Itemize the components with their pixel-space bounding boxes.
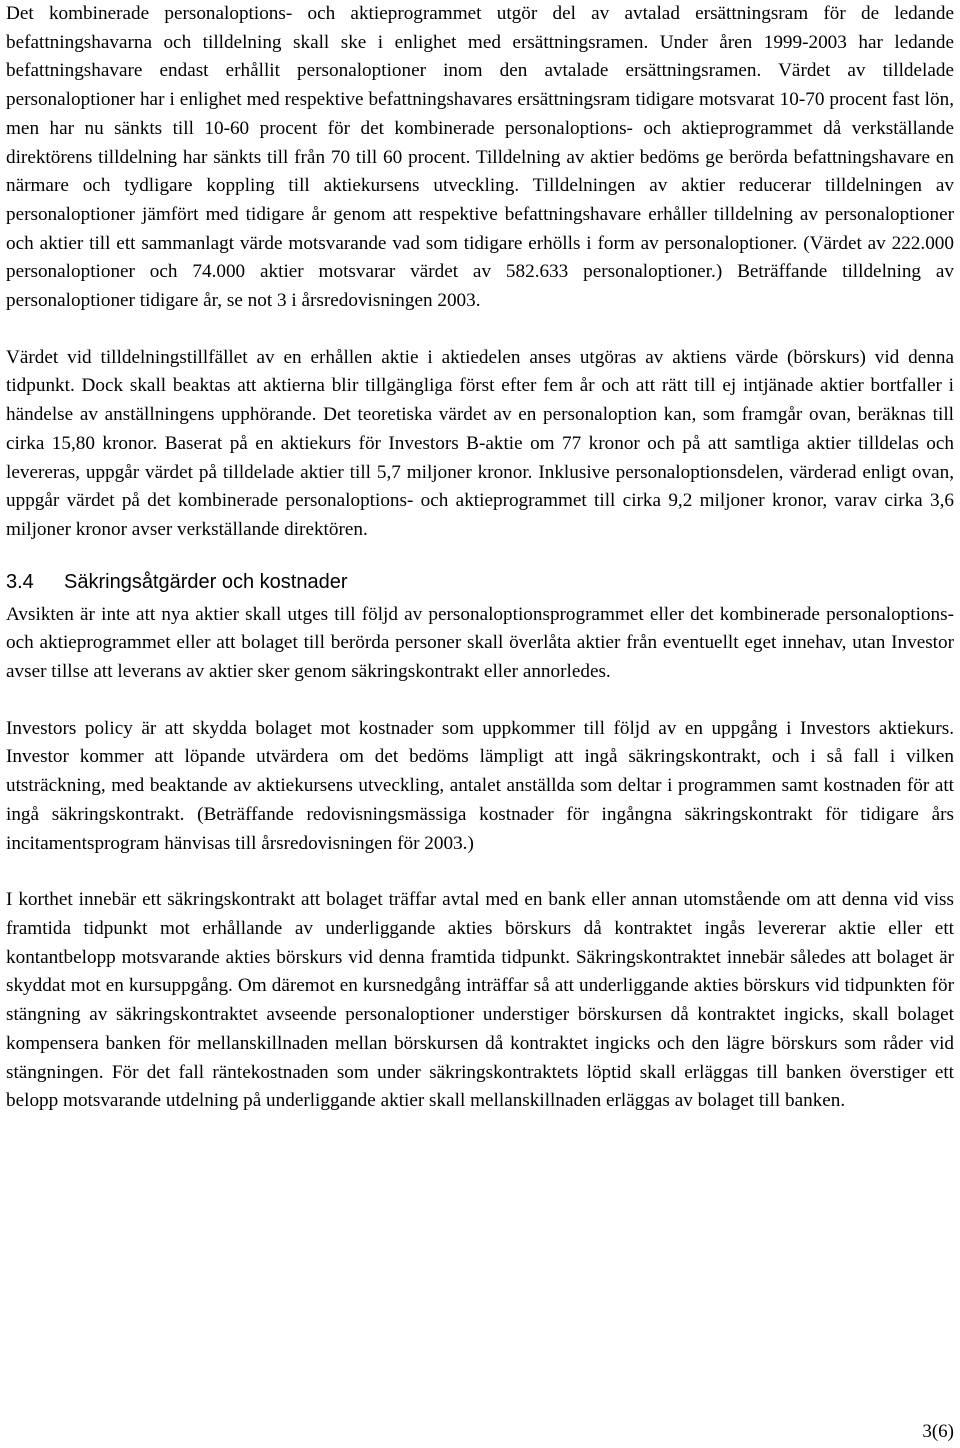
paragraph-gap [6, 545, 954, 565]
page-number: 3(6) [922, 1421, 954, 1442]
paragraph-gap [6, 858, 954, 886]
section-number: 3.4 [6, 570, 34, 593]
paragraph-gap [6, 316, 954, 344]
document-page [6, 0, 954, 1116]
paragraph-compensation-framework: Det kombinerade personaloptions- och aktieprogrammet utgör del av avtalad ersättningsram för de ledande befattningshavarna och tilldelning skall ske i enlighet med ersättningsramen. Under åren 1999-2003 har ledande befattningshavare endast erhållit personaloptioner inom den avtalade ersättningsramen. Värdet av tilldelade personaloptioner har i enlighet med respektive befattningshavares ersättningsram tidigare motsvarat 10-70 procent fast lön, men har nu sänkts till 10-60 procent för det kombinerade personaloptions- och aktieprogrammet då verkställande direktörens tilldelning har sänkts till från 70 till 60 procent. Tilldelning av aktier bedöms ge berörda befattningshavare en närmare och tydligare koppling till aktiekursens utveckling. Tilldelningen av aktier reducerar tilldelningen av personaloptioner jämfört med tidigare år genom att respektive befattningshavare erhåller tilldelning av personaloptioner och aktier till ett sammanlagt värde motsvarande vad som tidigare erhölls i form av personaloptioner. (Värdet av 222.000 personaloptioner och 74.000 aktier motsvarar värdet av 582.633 personaloptioner.) Beträffande tilldelning av personaloptioner tidigare år, se not 3 i årsredovisningen 2003. [6, 3, 954, 312]
paragraph-hedging-policy: Investors policy är att skydda bolaget mot kostnader som uppkommer till följd av en uppgång i Investors aktiekurs. Investor kommer att löpande utvärdera om det bedöms lämpligt att ingå säkringskontrakt, och i så fall i vilken utsträckning, med beaktande av aktiekursens utveckling, antalet anställda som deltar i programmen samt kostnaden för att ingå säkringskontrakt. (Beträffande redovisningsmässiga kostnader för ingångna säkringskontrakt för tidigare års incitamentsprogram hänvisas till årsredovisningen för 2003.) [6, 717, 954, 854]
paragraph-hedging-contract: I korthet innebär ett säkringskontrakt att bolaget träffar avtal med en bank eller annan utomstående om att denna vid viss framtida tidpunkt mot erhållande av underliggande akties börskurs då kontraktet ingås levererar aktie eller ett kontantbelopp motsvarande akties börskurs vid denna framtida tidpunkt. Säkringskontraktet innebär således att bolaget är skyddat mot en kursuppgång. Om däremot en kursnedgång inträffar så att underliggande akties börskurs vid tidpunkten för stängning av säkringskontraktet avseende personaloptioner understiger börskursen då kontraktet ingicks, skall bolaget kompensera banken för mellanskillnaden mellan börskursen då kontraktet ingicks och den lägre börskurs som råder vid stängningen. För det fall räntekostnaden som under säkringskontraktets löptid skall erläggas till banken överstiger ett belopp motsvarande utdelning på underliggande aktier skall mellanskillnaden erläggas av bolaget till banken. [6, 889, 954, 1112]
paragraph-gap [6, 687, 954, 715]
paragraph-share-valuation: Värdet vid tilldelningstillfället av en erhållen aktie i aktiedelen anses utgöras av aktiens värde (börskurs) vid denna tidpunkt. Dock skall beaktas att aktierna blir tillgängliga först efter fem år och att rätt till ej intjänade aktier bortfaller i händelse av anställningens upphörande. Det teoretiska värdet av en personaloption kan, som framgår ovan, beräknas till cirka 15,80 kronor. Baserat på en aktiekurs för Investors B-aktie om 77 kronor och på att samtliga aktier tilldelas och levereras, uppgår värdet på tilldelade aktier till 5,7 miljoner kronor. Inklusive personaloptionsdelen, värderad enligt ovan, uppgår värdet på det kombinerade personaloptions- och aktieprogrammet till cirka 9,2 miljoner kronor, varav cirka 3,6 miljoner kronor avser verkställande direktören. [6, 346, 954, 540]
paragraph-hedging-intent: Avsikten är inte att nya aktier skall utges till följd av personaloptionsprogrammet eller det kombinerade personaloptions- och aktieprogrammet eller att bolaget till berörda personer skall överlåta aktier från eventuellt eget innehav, utan Investor avser tillse att leverans av aktier sker genom säkringskontrakt eller annorledes. [6, 603, 954, 683]
section-heading [6, 565, 954, 601]
section-title: Säkringsåtgärder och kostnader [64, 570, 348, 593]
